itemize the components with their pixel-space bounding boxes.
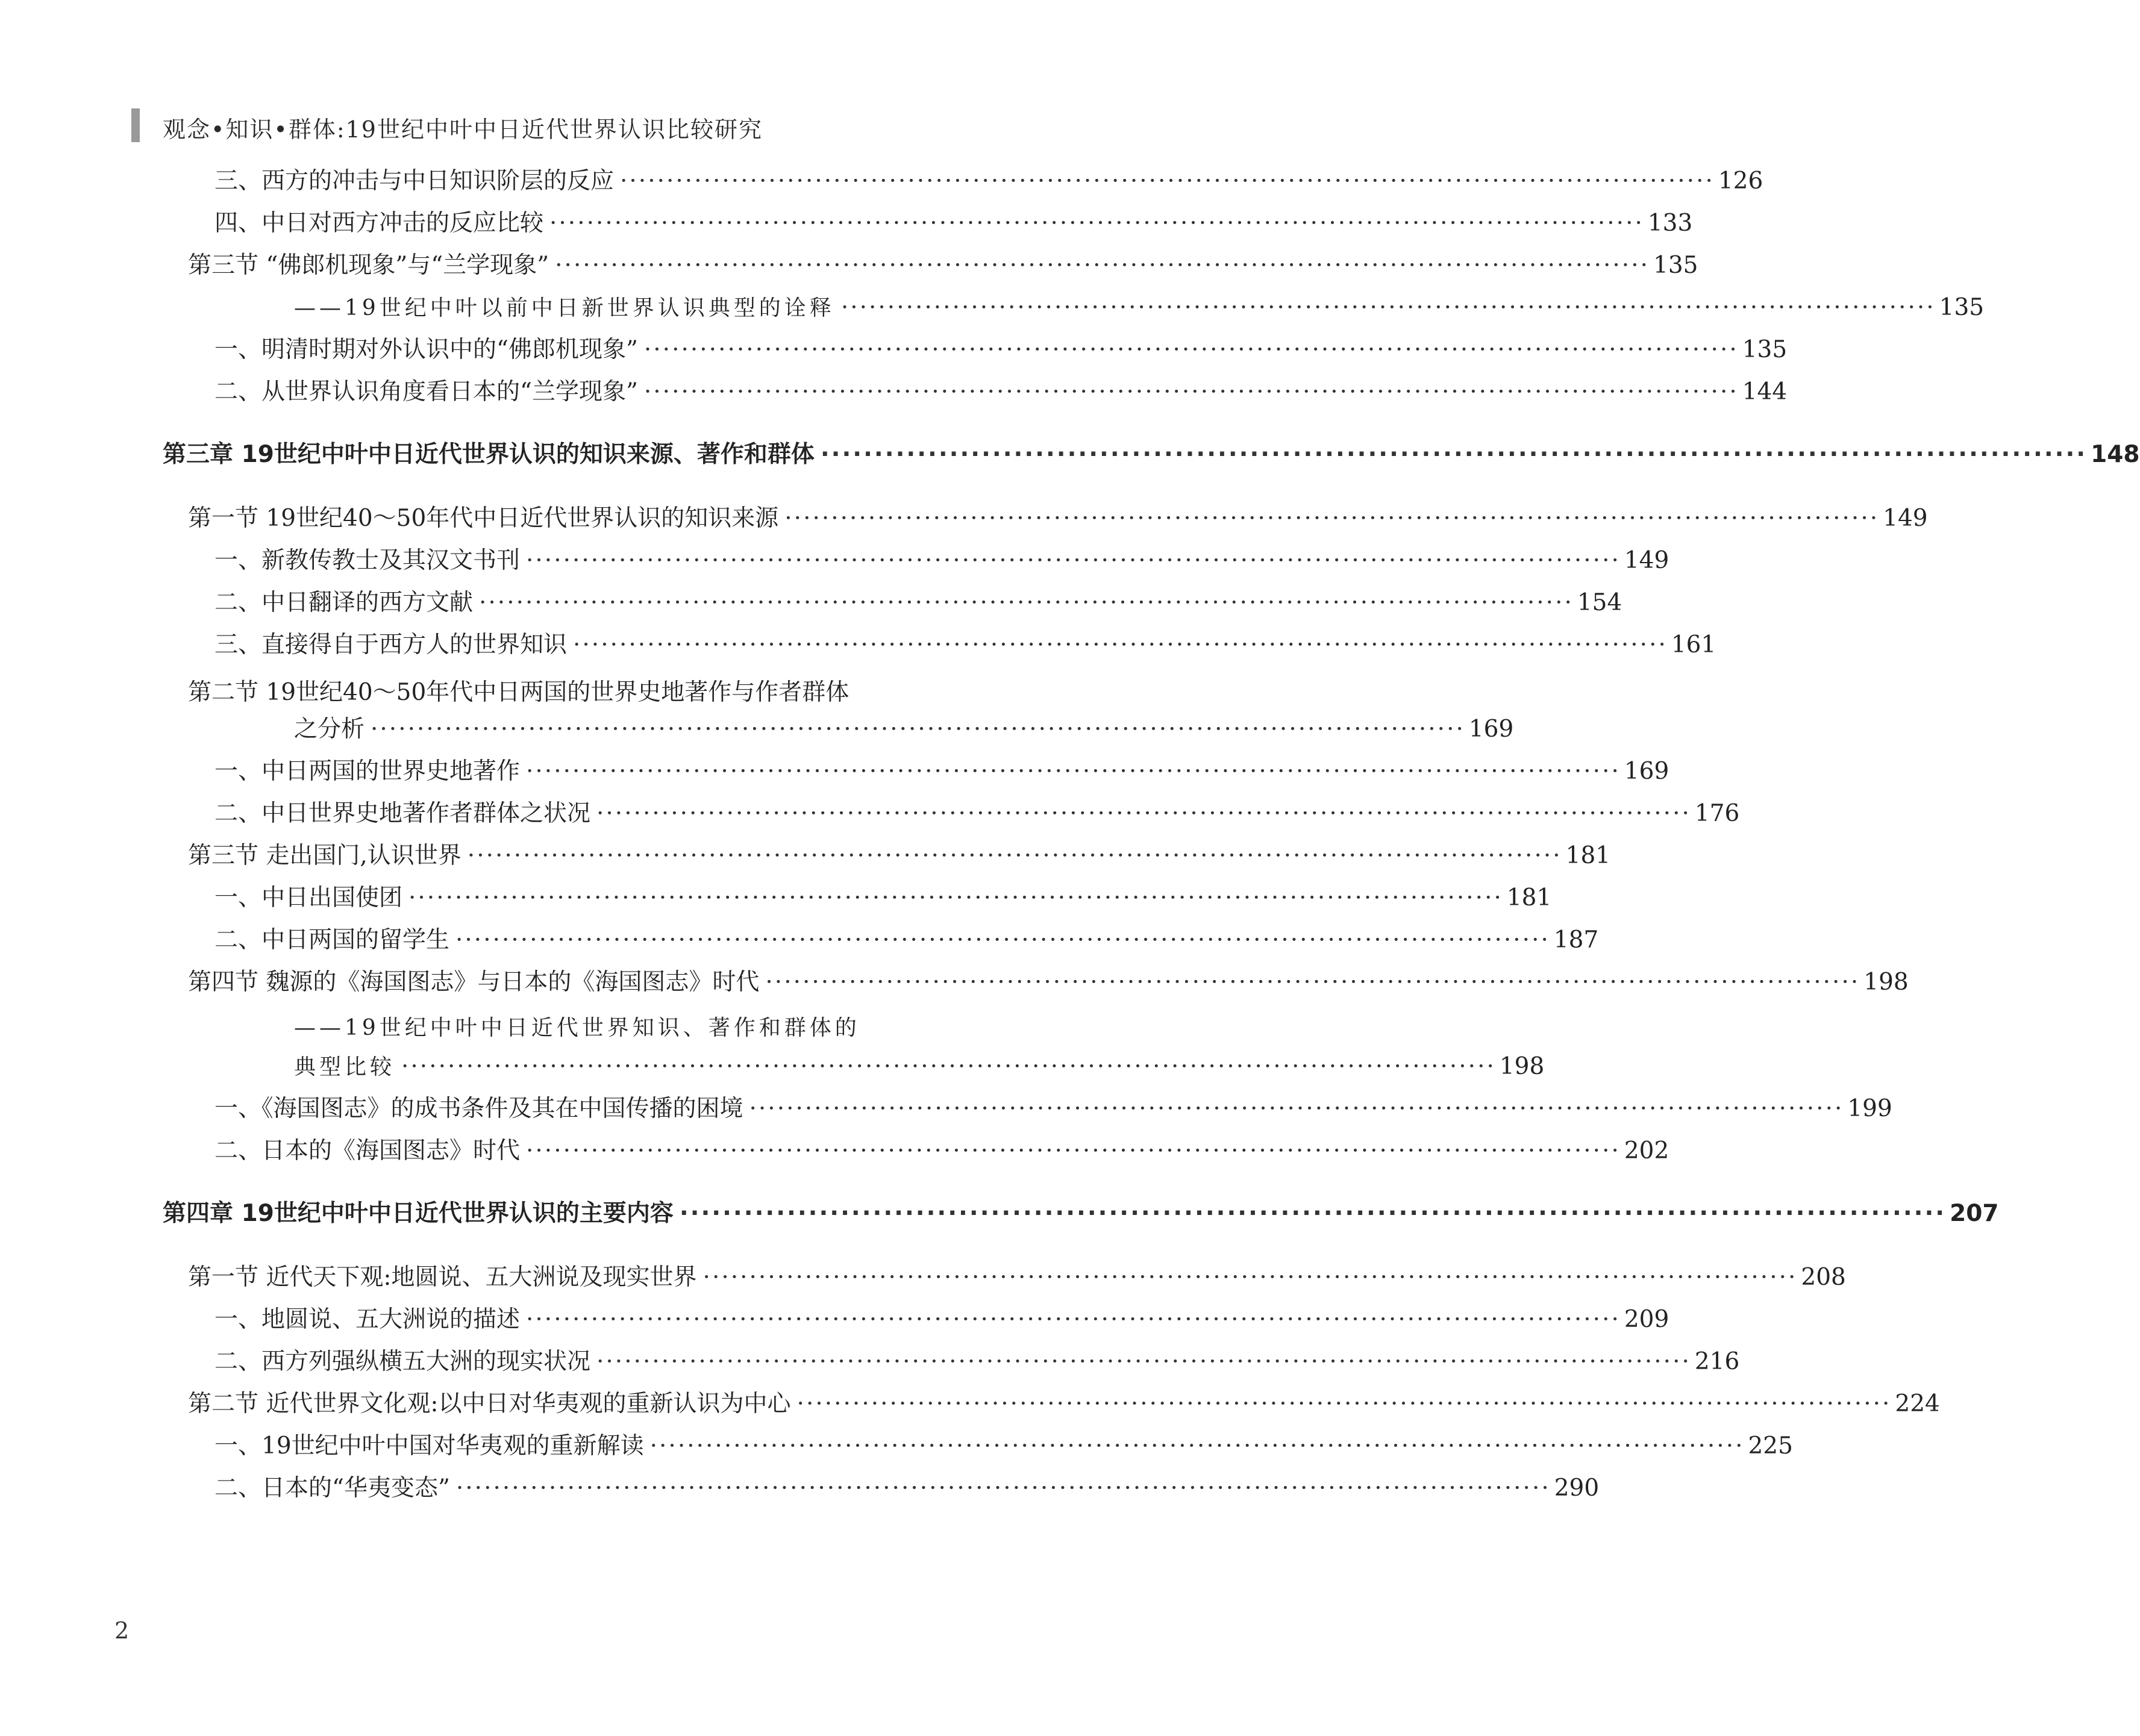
leader-dots [821,441,2087,469]
toc-entry-page: 169 [1468,716,1514,743]
toc-entry-title: 二、中日翻译的西方文献 [214,589,474,616]
leader-dots [797,1390,1892,1419]
leader-dots [555,252,1650,280]
toc-entry [214,1348,1740,1376]
toc-entry-title: 典型比较 [294,1055,396,1079]
leader-dots [408,884,1503,913]
toc-entry [294,294,1985,322]
toc-entry-page: 216 [1694,1348,1740,1375]
toc-entry-title: 三、西方的冲击与中日知识阶层的反应 [214,167,615,195]
leader-dots [644,336,1739,364]
toc-entry [214,1475,1600,1503]
toc-entry-title: 一、中日两国的世界史地著作 [214,758,521,785]
toc-entry [188,842,1611,870]
toc-entry-title: 第三节 走出国门,认识世界 [188,842,461,869]
toc-entry-title: 二、日本的《海国图志》时代 [214,1137,521,1164]
leader-dots [650,1432,1745,1461]
toc-entry-page: 144 [1742,378,1788,405]
toc-entry-title: 一、地圆说、五大洲说的描述 [214,1306,521,1333]
toc-entry-title: 第四节 魏源的《海国图志》与日本的《海国图志》时代 [188,969,760,996]
toc-entry [188,252,1698,280]
toc-entry-page: 187 [1553,926,1599,954]
toc-entry-title: 四、中日对西方冲击的反应比较 [214,210,544,237]
leader-dots [371,716,1465,744]
toc-entry [294,716,1514,744]
toc-entry [214,1432,1793,1461]
toc-entry-page: 181 [1506,884,1552,911]
leader-dots [596,800,1691,828]
leader-dots [620,167,1715,196]
toc-entry [214,1137,1669,1166]
toc-entry [214,167,1763,196]
leader-dots [526,1306,1621,1334]
toc-entry-title: ——19世纪中叶以前中日新世界认识典型的诠释 [294,296,835,320]
toc-entry-title: 第二节 19世纪40～50年代中日两国的世界史地著作与作者群体 [188,679,849,706]
toc-entry-page: 133 [1647,210,1693,237]
toc-entry-page: 176 [1694,800,1740,827]
leader-dots [596,1348,1691,1376]
toc-entry [214,378,1788,407]
toc-entry-title: 第二节 近代世界文化观:以中日对华夷观的重新认识为中心 [188,1390,791,1417]
toc-entry-title: 一、19世纪中叶中国对华夷观的重新解读 [214,1432,644,1460]
toc-entry-title: 第一节 19世纪40～50年代中日近代世界认识的知识来源 [188,505,779,532]
leader-dots [680,1200,1946,1228]
page-number: 2 [114,1617,130,1644]
header-rule-bar [131,108,140,142]
toc-entry-page: 198 [1499,1053,1545,1080]
toc-entry-title: 一、《海国图志》的成书条件及其在中国传播的困境 [214,1095,743,1122]
toc-entry-title: 第三节 “佛郎机现象”与“兰学现象” [188,252,549,279]
toc-entry [214,926,1599,955]
toc-entry [214,758,1669,786]
toc-entry [214,1095,1892,1123]
toc-entry-page: 154 [1577,589,1622,616]
toc-entry-title: 二、中日两国的留学生 [214,926,450,954]
toc-entry-page: 148 [2091,441,2140,468]
toc-chapter-entry [163,1200,1999,1228]
toc-entry-page: 149 [1624,547,1669,574]
toc-entry [188,505,1928,533]
toc-entry [214,336,1788,364]
toc-entry-title: 一、新教传教士及其汉文书刊 [214,547,521,574]
toc-entry-title: 三、直接得自于西方人的世界知识 [214,631,568,658]
leader-dots [456,1475,1551,1503]
toc-entry [214,631,1716,660]
toc-entry [214,210,1693,238]
toc-entry-title: 之分析 [294,716,365,743]
toc-entry-page: 224 [1895,1390,1940,1417]
leader-dots [749,1095,1844,1123]
toc-entry-page: 207 [1950,1200,1999,1227]
toc-entry-page: 209 [1624,1306,1669,1333]
toc-entry-title: 二、日本的“华夷变态” [214,1475,450,1502]
toc-entry [188,969,1909,997]
toc-entry-page: 161 [1671,631,1716,658]
toc-entry-title: 第四章 19世纪中叶中日近代世界认识的主要内容 [163,1200,674,1227]
toc-entry-page: 126 [1718,167,1763,195]
toc-entry [188,1264,1846,1292]
leader-dots [526,1137,1621,1166]
toc-entry-page: 135 [1939,294,1985,321]
toc-entry-page: 202 [1624,1137,1669,1164]
leader-dots [526,758,1621,786]
toc-entry-title: 第三章 19世纪中叶中日近代世界认识的知识来源、著作和群体 [163,441,815,468]
leader-dots [401,1053,1496,1081]
toc-entry-title: 二、从世界认识角度看日本的“兰学现象” [214,378,638,405]
leader-dots [784,505,1879,533]
toc-entry-page: 181 [1565,842,1611,869]
toc-entry-title: 第一节 近代天下观:地圆说、五大洲说及现实世界 [188,1264,697,1291]
leader-dots [703,1264,1798,1292]
toc-entry-title: 一、明清时期对外认识中的“佛郎机现象” [214,336,638,363]
toc-entry [214,884,1552,913]
toc-entry-page: 225 [1748,1432,1793,1460]
toc-entry-page: 169 [1624,758,1669,785]
toc-chapter-entry [163,441,2140,469]
toc-entry [214,800,1740,828]
toc-entry [188,1390,1940,1419]
toc-entry-page: 149 [1883,505,1928,532]
toc-entry-page: 199 [1847,1095,1892,1122]
toc-entry [214,1306,1669,1334]
toc-entry-title: ——19世纪中叶中日近代世界知识、著作和群体的 [294,1016,860,1040]
leader-dots [526,547,1621,575]
leader-dots [479,589,1574,617]
toc-entry [214,547,1669,575]
toc-entry-title: 二、西方列强纵横五大洲的现实状况 [214,1348,591,1375]
leader-dots [644,378,1739,407]
toc-entry [214,589,1622,617]
toc-entry-page: 135 [1653,252,1698,279]
leader-dots [468,842,1562,870]
toc-entry-page: 198 [1863,969,1909,996]
running-head: 观念•知识•群体:19世纪中叶中日近代世界认识比较研究 [163,116,763,143]
toc-entry-title: 二、中日世界史地著作者群体之状况 [214,800,591,827]
toc-entry-page: 290 [1554,1475,1600,1502]
leader-dots [841,294,1936,322]
toc-entry-title: 一、中日出国使团 [214,884,403,911]
toc-entry-page: 208 [1801,1264,1846,1291]
toc-entry-page: 135 [1742,336,1788,363]
leader-dots [573,631,1668,660]
toc-entry [294,1053,1545,1081]
leader-dots [549,210,1644,238]
leader-dots [455,926,1550,955]
leader-dots [765,969,1860,997]
